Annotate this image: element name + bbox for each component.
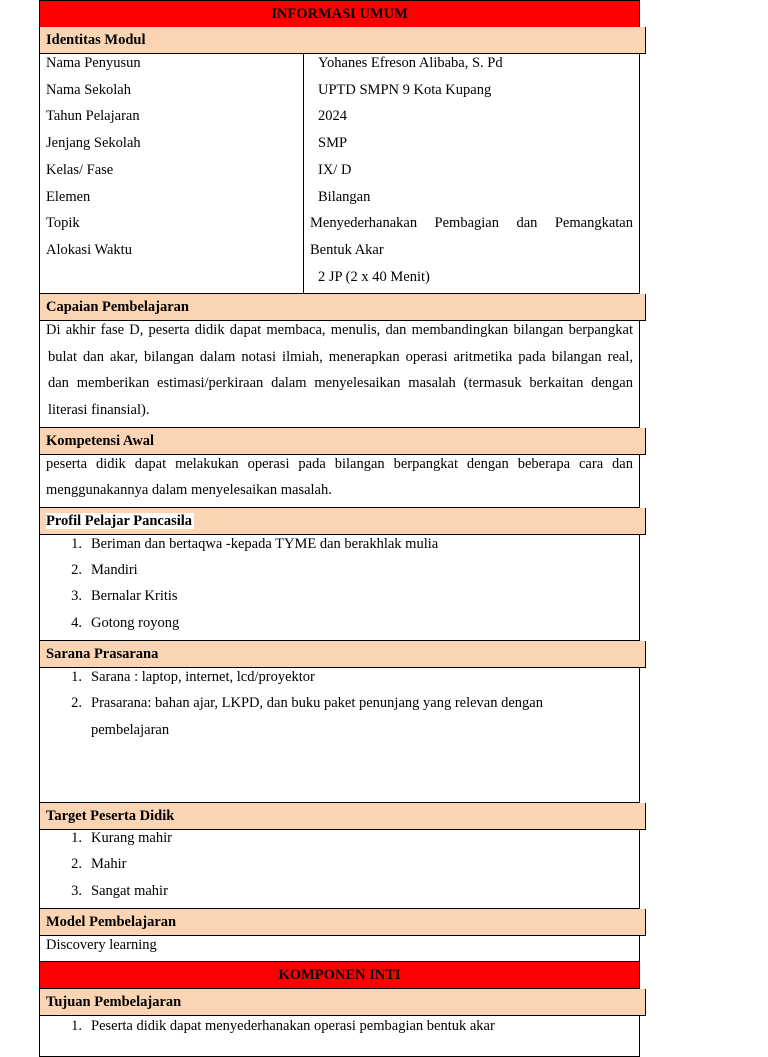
- informasi-umum-header: [39, 0, 640, 28]
- model-title: Model Pembelajaran: [46, 914, 177, 930]
- label-elemen: Elemen: [46, 189, 91, 205]
- label-tahun-pelajaran: Tahun Pelajaran: [46, 108, 140, 124]
- identitas-divider: [303, 54, 304, 293]
- capaian-content: [39, 321, 640, 428]
- target-title: Target Peserta Didik: [46, 808, 175, 824]
- sarana-title: Sarana Prasarana: [46, 646, 159, 662]
- sarana-item-1: Sarana : laptop, internet, lcd/proyektor: [91, 669, 315, 685]
- kompetensi-awal-title: Kompetensi Awal: [46, 433, 155, 449]
- label-nama-penyusun: Nama Penyusun: [46, 55, 141, 71]
- tujuan-title: Tujuan Pembelajaran: [46, 994, 182, 1010]
- capaian-line-4: literasi finansial).: [48, 402, 150, 418]
- profil-num-3: 3.: [71, 588, 82, 604]
- sarana-num-1: 1.: [71, 669, 82, 685]
- label-jenjang-sekolah: Jenjang Sekolah: [46, 135, 141, 151]
- profil-item-3: Bernalar Kritis: [91, 588, 178, 604]
- value-kelas-fase: IX/ D: [318, 162, 352, 178]
- value-nama-sekolah: UPTD SMPN 9 Kota Kupang: [318, 82, 492, 98]
- profil-num-2: 2.: [71, 562, 82, 578]
- kompetensi-awal-content: [39, 455, 640, 508]
- profil-num-4: 4.: [71, 615, 82, 631]
- sarana-item-2-cont: pembelajaran: [91, 722, 170, 738]
- target-item-2: Mahir: [91, 856, 127, 872]
- profil-num-1: 1.: [71, 536, 82, 552]
- label-topik: Topik: [46, 215, 80, 231]
- capaian-line-2: bulat dan akar, bilangan dalam notasi ilmiah, menerapkan operasi aritmetika pada bilangan real,: [48, 349, 633, 365]
- kompetensi-line-1: peserta didik dapat melakukan operasi pada bilangan berpangkat dengan beberapa cara dan: [46, 456, 633, 472]
- tujuan-list: [39, 1016, 640, 1057]
- label-kelas-fase: Kelas/ Fase: [46, 162, 114, 178]
- value-elemen: Bilangan: [318, 189, 371, 205]
- tujuan-header: [39, 989, 646, 1016]
- profil-list: [39, 535, 640, 641]
- target-num-2: 2.: [71, 856, 82, 872]
- profil-item-2: Mandiri: [91, 562, 138, 578]
- value-jenjang-sekolah: SMP: [318, 135, 348, 151]
- value-nama-penyusun: Yohanes Efreson Alibaba, S. Pd: [318, 55, 503, 71]
- profil-item-1: Beriman dan bertaqwa -kepada TYME dan berakhlak mulia: [91, 536, 439, 552]
- target-item-3: Sangat mahir: [91, 883, 168, 899]
- profil-title: Profil Pelajar Pancasila: [46, 513, 193, 529]
- capaian-title: Capaian Pembelajaran: [46, 299, 189, 315]
- identitas-modul-title: Identitas Modul: [46, 32, 146, 48]
- target-list: [39, 830, 640, 909]
- kompetensi-line-2: menggunakannya dalam menyelesaikan masalah.: [46, 482, 332, 498]
- value-alokasi-waktu: 2 JP (2 x 40 Menit): [318, 269, 430, 285]
- target-num-3: 3.: [71, 883, 82, 899]
- value-topik-line2: Bentuk Akar: [310, 242, 384, 258]
- value-tahun-pelajaran: 2024: [318, 108, 347, 124]
- label-alokasi-waktu: Alokasi Waktu: [46, 242, 132, 258]
- tujuan-item-1: Peserta didik dapat menyederhanakan operasi pembagian bentuk akar: [91, 1018, 495, 1034]
- sarana-item-2: Prasarana: bahan ajar, LKPD, dan buku paket penunjang yang relevan dengan: [91, 695, 543, 711]
- profil-item-4: Gotong royong: [91, 615, 180, 631]
- target-num-1: 1.: [71, 830, 82, 846]
- model-content: [39, 936, 640, 962]
- komponen-inti-header: [39, 962, 640, 989]
- value-topik-line1: Menyederhanakan Pembagian dan Pemangkatan: [310, 215, 633, 231]
- sarana-list: [39, 668, 640, 803]
- capaian-line-1: Di akhir fase D, peserta didik dapat membaca, menulis, dan membandingkan bilangan berpangkat: [46, 322, 633, 338]
- identitas-table: [39, 54, 640, 294]
- capaian-line-3: dan memberikan estimasi/perkiraan dalam menyelesaikan masalah (termasuk berkaitan dengan: [48, 375, 633, 391]
- label-nama-sekolah: Nama Sekolah: [46, 82, 131, 98]
- model-text: Discovery learning: [46, 937, 157, 953]
- sarana-num-2: 2.: [71, 695, 82, 711]
- tujuan-num-1: 1.: [71, 1018, 82, 1034]
- komponen-inti-title: KOMPONEN INTI: [278, 967, 401, 983]
- informasi-umum-title: INFORMASI UMUM: [271, 6, 408, 22]
- target-item-1: Kurang mahir: [91, 830, 172, 846]
